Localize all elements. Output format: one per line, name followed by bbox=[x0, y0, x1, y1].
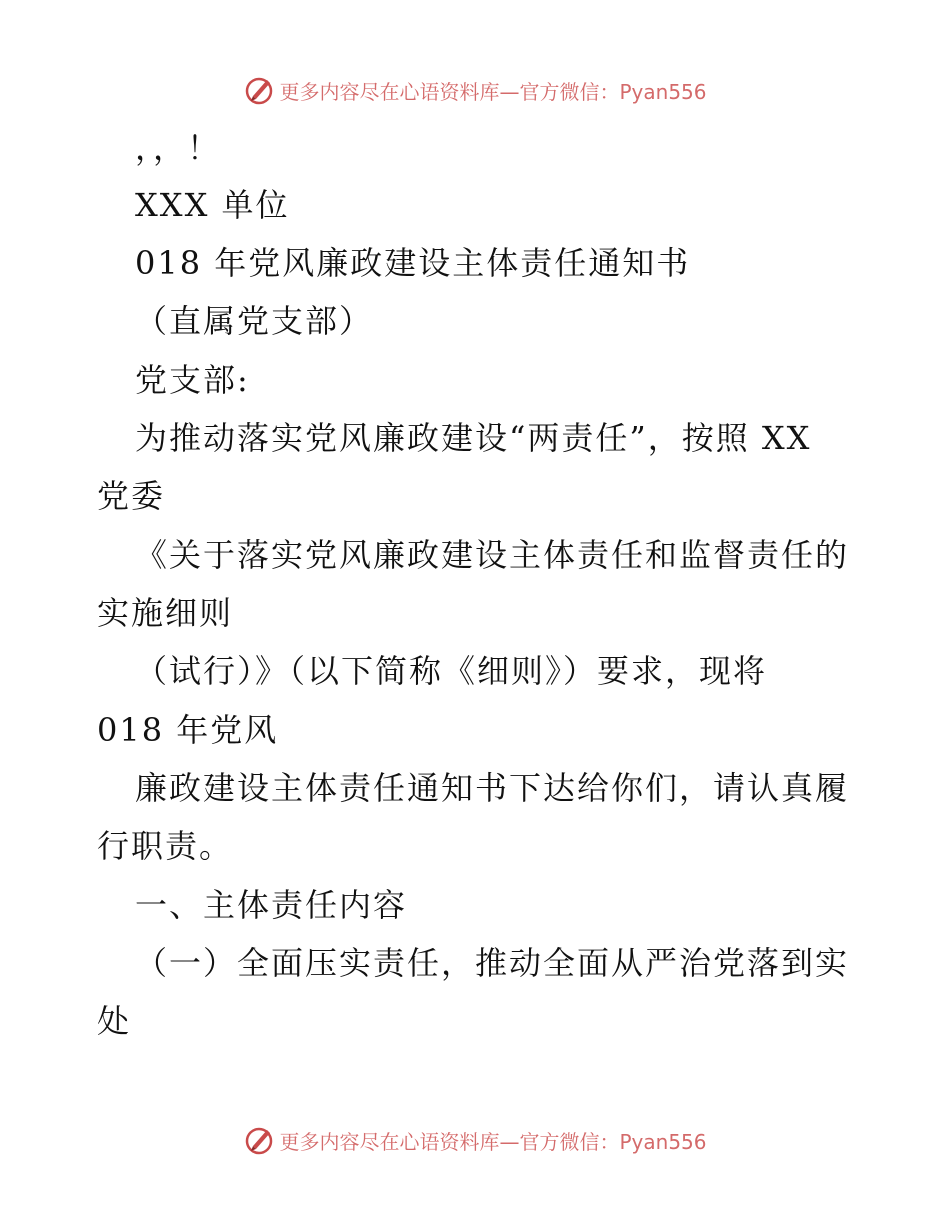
text-line-8: 《关于落实党风廉政建设主体责任和监督责任的 bbox=[135, 536, 850, 574]
text-line-9: 实施细则 bbox=[97, 594, 234, 632]
watermark-text bbox=[279, 1126, 706, 1155]
watermark-header bbox=[0, 70, 950, 110]
watermark-footer bbox=[0, 1120, 950, 1160]
watermark-wechat-id: Pyan556 bbox=[619, 79, 707, 104]
text-line-4: （直属党支部） bbox=[135, 302, 374, 340]
section-heading: 一、主体责任内容 bbox=[135, 886, 408, 924]
text-line-16: 处 bbox=[97, 1002, 132, 1040]
text-line-15: （一）全面压实责任，推动全面从严治党落到实 bbox=[135, 944, 850, 982]
pen-logo-icon bbox=[243, 1124, 275, 1156]
text-line-7: 党委 bbox=[97, 477, 166, 515]
text-line-10: （试行）》（以下简称《细则》）要求，现将 bbox=[135, 652, 768, 690]
watermark-wechat-id: Pyan556 bbox=[619, 1129, 707, 1154]
pen-logo-icon bbox=[243, 74, 275, 106]
text-line-13: 行职责。 bbox=[97, 827, 234, 865]
text-line-1: ，，！ bbox=[135, 129, 222, 167]
watermark-text bbox=[279, 76, 706, 105]
text-line-3: 018 年党风廉政建设主体责任通知书 bbox=[135, 244, 691, 282]
text-line-11: 018 年党风 bbox=[97, 711, 279, 749]
watermark-label: 更多内容尽在心语资料库—官方微信： bbox=[279, 79, 620, 104]
text-line-6: 为推动落实党风廉政建设“两责任”，按照 XX bbox=[135, 419, 812, 457]
text-line-5: 党支部: bbox=[135, 361, 250, 399]
watermark-label: 更多内容尽在心语资料库—官方微信： bbox=[279, 1129, 620, 1154]
text-line-12: 廉政建设主体责任通知书下达给你们，请认真履 bbox=[135, 769, 850, 807]
text-line-2: XXX 单位 bbox=[135, 186, 290, 224]
